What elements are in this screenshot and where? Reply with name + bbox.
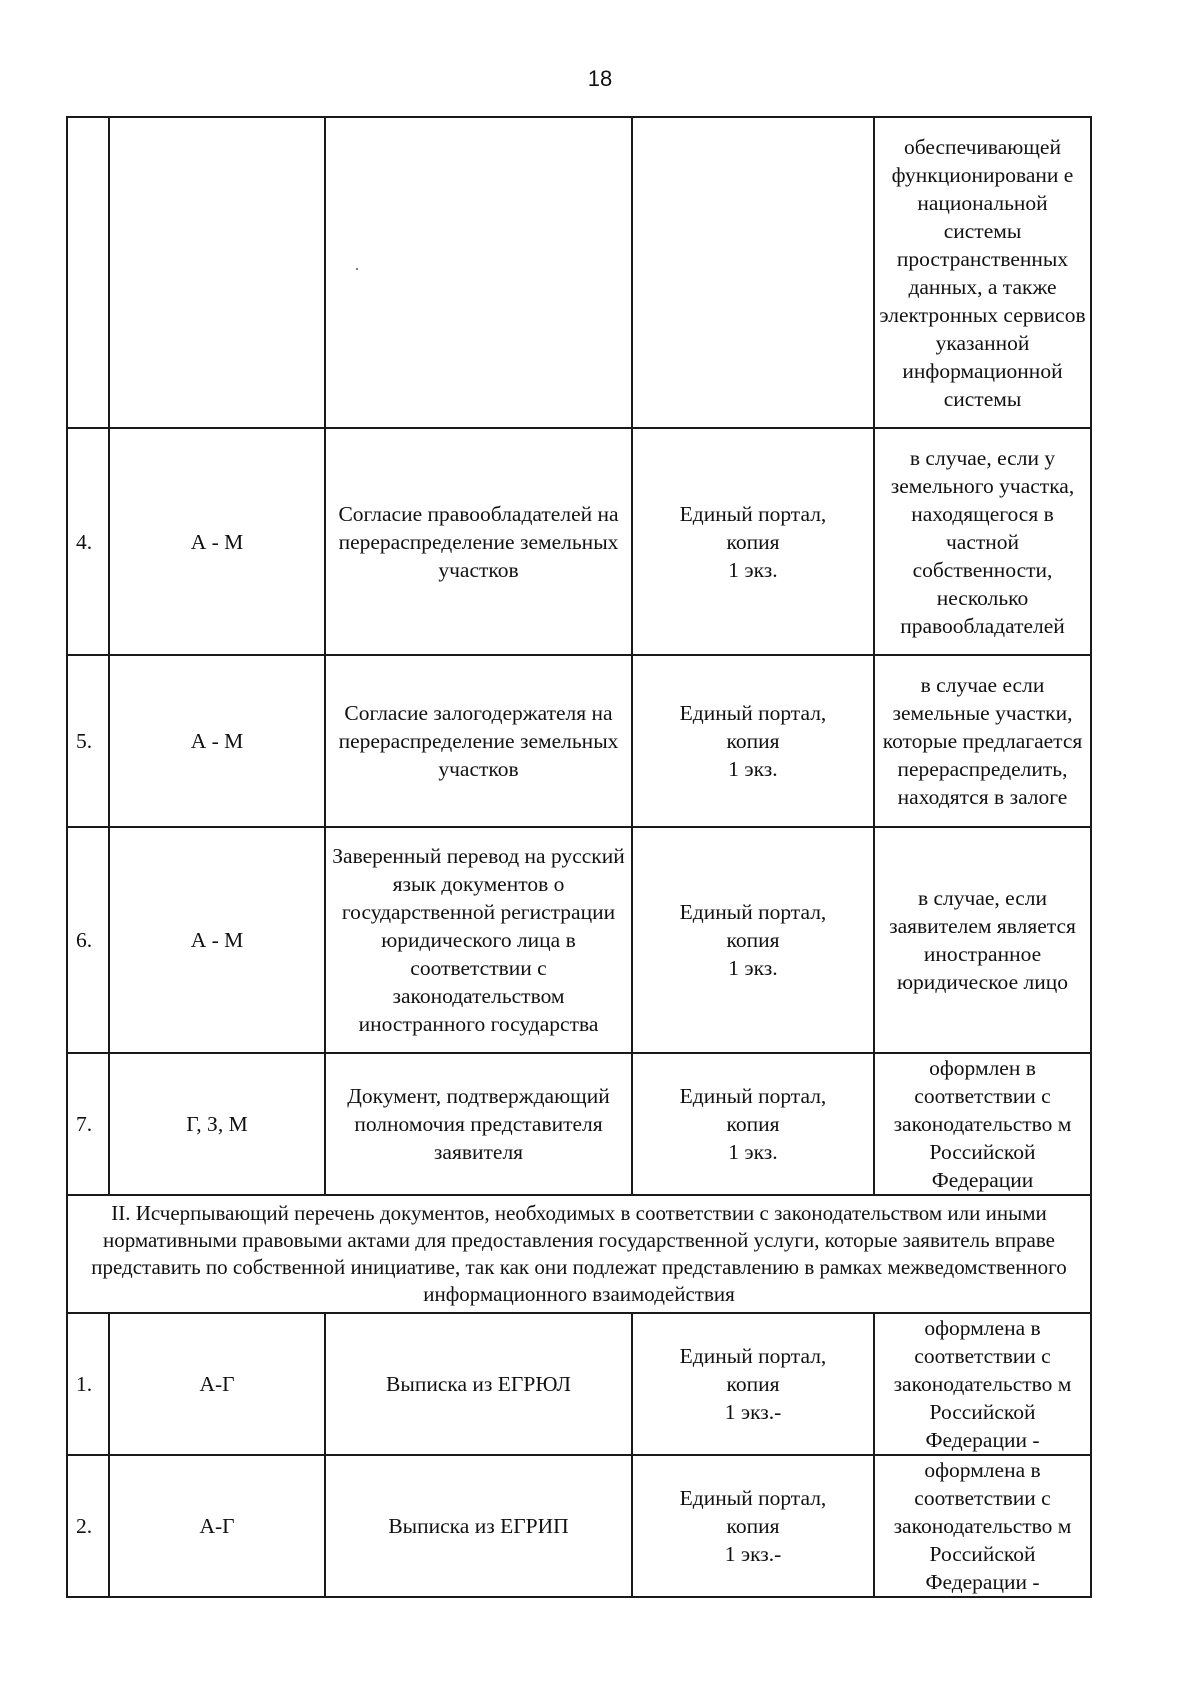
cell-document: Выписка из ЕГРИП bbox=[325, 1455, 632, 1597]
cell-category: А - М bbox=[109, 655, 325, 827]
cell-number: 1. bbox=[67, 1313, 109, 1455]
documents-table bbox=[66, 116, 1092, 1598]
form-type: копия bbox=[726, 1372, 780, 1396]
cell-category bbox=[109, 117, 325, 428]
form-quantity: 1 экз.- bbox=[724, 1400, 782, 1424]
cell-condition: в случае, если заявителем является иностранное юридическое лицо bbox=[874, 827, 1091, 1053]
cell-form bbox=[632, 655, 874, 827]
form-channel: Единый портал, bbox=[679, 701, 827, 725]
cell-form bbox=[632, 1313, 874, 1455]
cell-form bbox=[632, 827, 874, 1053]
cell-condition: обеспечивающей функционировани е национальной системы пространственных данных, а также электронных сервисов указанной информационной системы bbox=[874, 117, 1091, 428]
cell-document: Заверенный перевод на русский язык документов о государственной регистрации юридического лица в соответствии с законодательством иностранного государства bbox=[325, 827, 632, 1053]
cell-document bbox=[325, 117, 632, 428]
form-type: копия bbox=[726, 529, 780, 554]
section-2-heading: II. Исчерпывающий перечень документов, необходимых в соответствии с законодательством или иными нормативными правовыми актами для предоставления государственной услуги, которые заявитель вправе представить по собственной инициативе, так как они подлежат представлению в рамках межведомственного информационного взаимодействия bbox=[67, 1195, 1091, 1313]
form-quantity: 1 экз.- bbox=[724, 1542, 782, 1566]
table-row bbox=[67, 428, 1091, 655]
cell-form bbox=[632, 117, 874, 428]
table-row bbox=[67, 655, 1091, 827]
form-quantity: 1 экз. bbox=[728, 757, 778, 781]
cell-number bbox=[67, 117, 109, 428]
form-type: копия bbox=[726, 729, 780, 753]
form-quantity: 1 экз. bbox=[728, 1140, 778, 1164]
cell-number: 4. bbox=[67, 428, 109, 655]
cell-category: А-Г bbox=[109, 1313, 325, 1455]
form-quantity: 1 экз. bbox=[728, 557, 778, 582]
cell-category: А - М bbox=[109, 428, 325, 655]
cell-condition: в случае если земельные участки, которые предлагается перераспределить, находятся в залоге bbox=[874, 655, 1091, 827]
cell-condition: оформлен в соответствии с законодательство м Российской Федерации bbox=[874, 1053, 1091, 1195]
cell-category: А - М bbox=[109, 827, 325, 1053]
cell-form bbox=[632, 1455, 874, 1597]
form-channel: Единый портал, bbox=[679, 1344, 827, 1368]
cell-category: Г, З, М bbox=[109, 1053, 325, 1195]
cell-number: 6. bbox=[67, 827, 109, 1053]
cell-document: Документ, подтверждающий полномочия представителя заявителя bbox=[325, 1053, 632, 1195]
form-channel: Единый портал, bbox=[679, 900, 827, 924]
table-row bbox=[67, 827, 1091, 1053]
cell-condition: оформлена в соответствии с законодательство м Российской Федерации - bbox=[874, 1313, 1091, 1455]
form-type: копия bbox=[726, 1112, 780, 1136]
form-channel: Единый портал, bbox=[679, 1084, 827, 1108]
table-row bbox=[67, 1313, 1091, 1455]
cell-document: Выписка из ЕГРЮЛ bbox=[325, 1313, 632, 1455]
form-channel: Единый портал, bbox=[679, 501, 827, 526]
cell-category: А-Г bbox=[109, 1455, 325, 1597]
form-type: копия bbox=[726, 1514, 780, 1538]
form-type: копия bbox=[726, 928, 780, 952]
section-heading-row bbox=[67, 1195, 1091, 1313]
cell-condition: в случае, если у земельного участка, находящегося в частной собственности, несколько правообладателей bbox=[874, 428, 1091, 655]
page-number: 18 bbox=[587, 66, 613, 91]
cell-condition: оформлена в соответствии с законодательство м Российской Федерации - bbox=[874, 1455, 1091, 1597]
table-row bbox=[67, 1053, 1091, 1195]
cell-document: Согласие правообладателей на перераспределение земельных участков bbox=[325, 428, 632, 655]
cell-document: Согласие залогодержателя на перераспределение земельных участков bbox=[325, 655, 632, 827]
cell-form bbox=[632, 1053, 874, 1195]
table-row bbox=[67, 1455, 1091, 1597]
cell-number: 7. bbox=[67, 1053, 109, 1195]
form-channel: Единый портал, bbox=[679, 1486, 827, 1510]
cell-number: 5. bbox=[67, 655, 109, 827]
cell-form bbox=[632, 428, 874, 655]
cell-number: 2. bbox=[67, 1455, 109, 1597]
form-quantity: 1 экз. bbox=[728, 956, 778, 980]
table-row-continuation bbox=[67, 117, 1091, 428]
